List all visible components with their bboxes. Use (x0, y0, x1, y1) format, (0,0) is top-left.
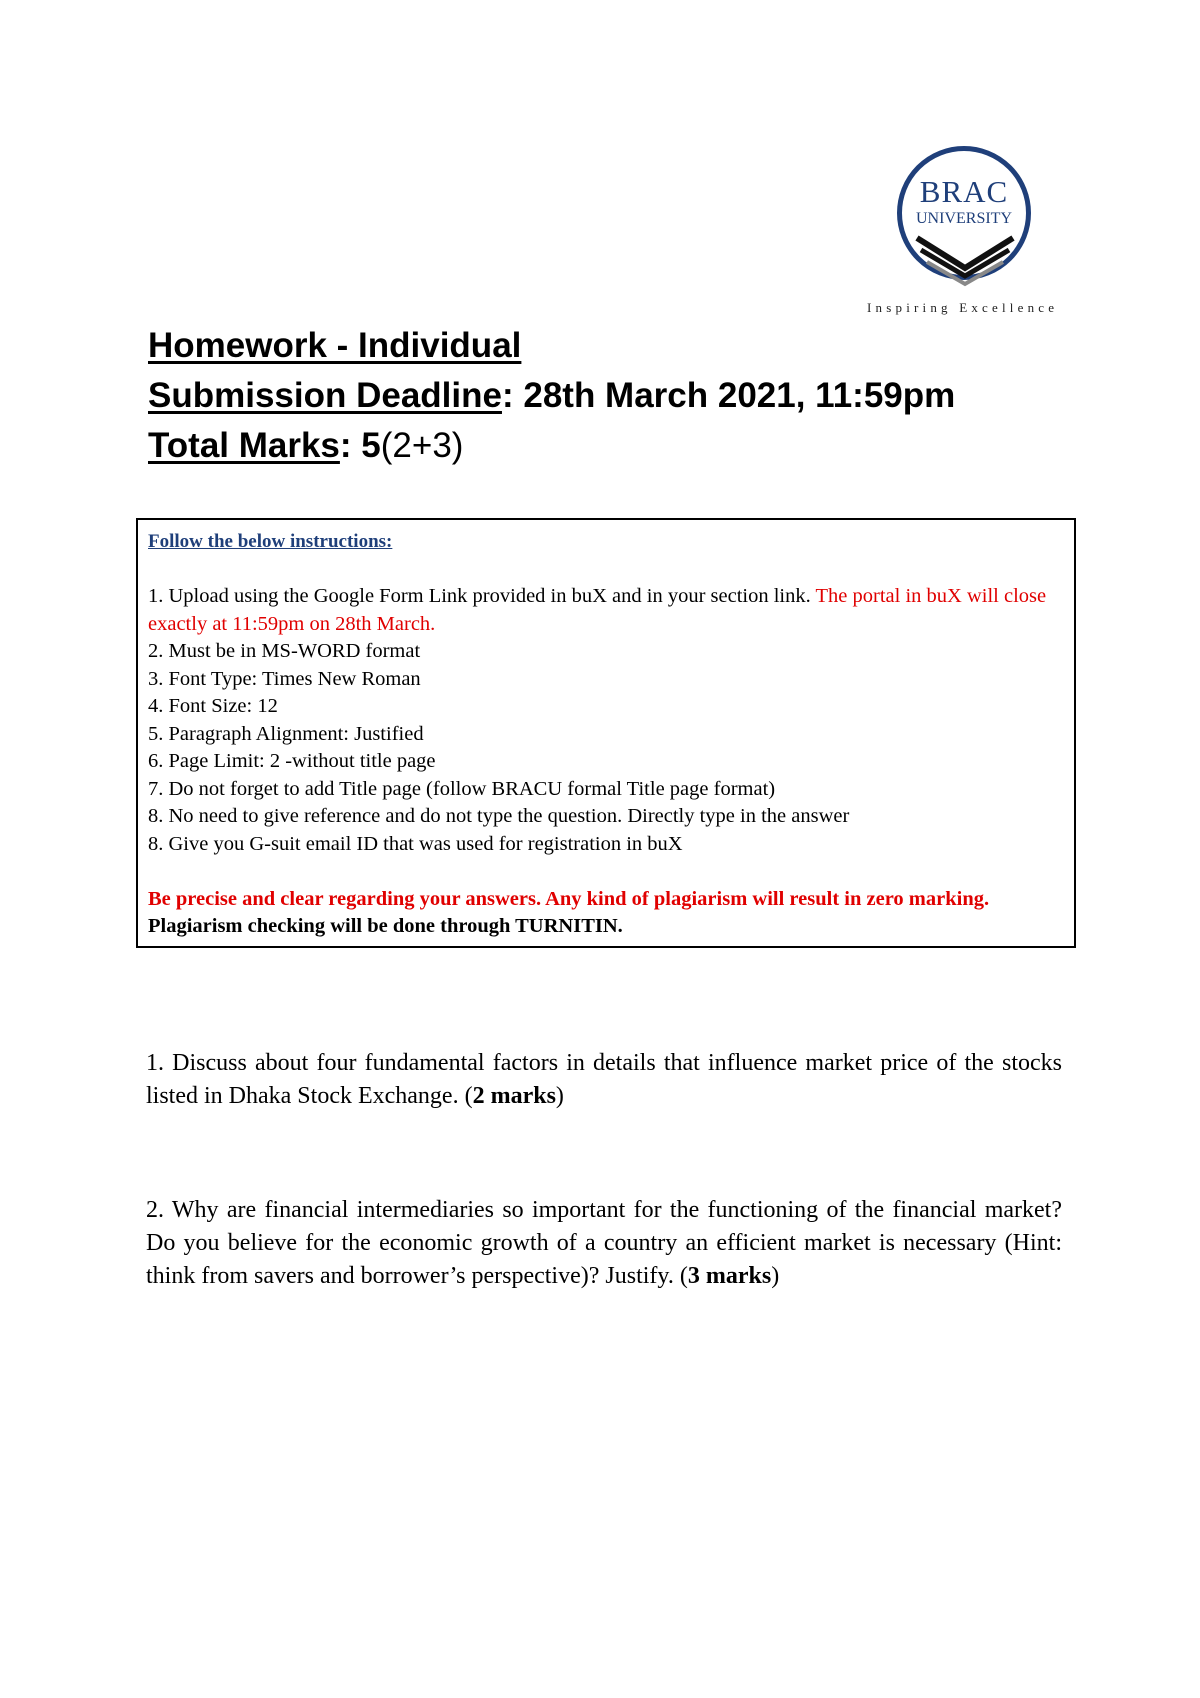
logo-name: BRAC (919, 174, 1009, 209)
instructions-box (136, 518, 1076, 948)
question-close: ) (771, 1263, 780, 1289)
question-text: 1. Discuss about four fundamental factors in details that influence market price of the stocks listed in Dhaka Stock Exchange. ( (146, 1050, 1062, 1109)
instruction-item: 4. Font Size: 12 (148, 695, 278, 717)
question-marks: 2 marks (472, 1083, 556, 1109)
plagiarism-warning-red: Be precise and clear regarding your answers. Any kind of plagiarism will result in zero marking. (148, 887, 990, 910)
portal-closing-warning: The portal in buX will close exactly at 11:59pm on 28th March. (148, 585, 1047, 635)
marks-value: 5 (361, 426, 381, 465)
plagiarism-warning-black: Plagiarism checking will be done through TURNITIN. (148, 915, 623, 937)
question-1 (146, 1047, 1062, 1113)
instructions-title: Follow the below instructions: (148, 531, 393, 552)
deadline-label: Submission Deadline (148, 376, 502, 415)
logo-tagline: Inspiring Excellence (867, 300, 1059, 315)
total-marks: Total Marks: 5(2+3) (148, 426, 464, 465)
instruction-item: 7. Do not forget to add Title page (follow BRACU formal Title page format) (148, 777, 776, 800)
homework-title (148, 326, 521, 366)
logo-subtitle: UNIVERSITY (916, 210, 1012, 227)
instruction-item: 8. No need to give reference and do not type the question. Directly type in the answer (148, 805, 850, 827)
instruction-item: 8. Give you G-suit email ID that was used for registration in buX (148, 832, 683, 855)
instruction-item (148, 583, 1064, 638)
instruction-item: 6. Page Limit: 2 -without title page (148, 750, 436, 772)
marks-label: Total Marks (148, 426, 340, 465)
question-text: 2. Why are financial intermediaries so important for the functioning of the financial market? Do you believe for the economic growth of a country an efficient market is necessary (Hint: think from savers and borrower’s perspective)? Justify. ( (146, 1197, 1062, 1289)
plagiarism-warning (148, 886, 1064, 941)
instruction-item: 3. Font Type: Times New Roman (148, 667, 421, 690)
instruction-item-text: 1. Upload using the Google Form Link provided in buX and in your section link. (148, 585, 816, 607)
instruction-item: 2. Must be in MS-WORD format (148, 640, 421, 662)
question-close: ) (555, 1083, 564, 1109)
deadline-value: 28th March 2021, 11:59pm (523, 376, 956, 415)
question-marks: 3 marks (687, 1263, 772, 1289)
homework-title-text: Homework - Individual (148, 326, 522, 365)
brac-university-logo (867, 142, 1073, 322)
submission-deadline: Submission Deadline: 28th March 2021, 11:59pm (148, 376, 956, 415)
instruction-item: 5. Paragraph Alignment: Justified (148, 722, 424, 745)
question-2 (146, 1194, 1062, 1293)
open-book-icon (913, 230, 1017, 290)
marks-breakdown: (2+3) (380, 426, 464, 465)
